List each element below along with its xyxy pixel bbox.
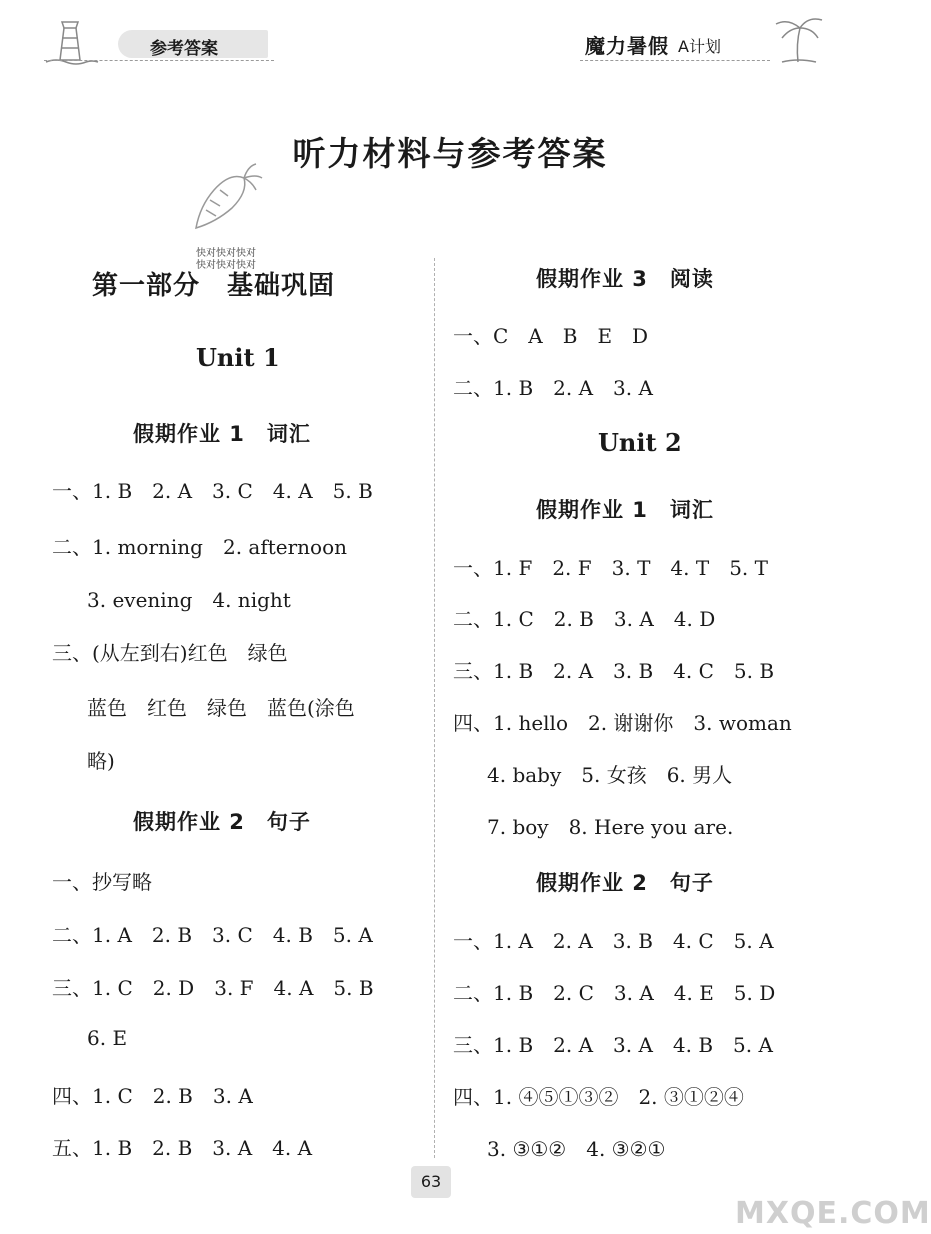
header-divider-left [44, 60, 274, 61]
answer-line: 五、1. B 2. B 3. A 4. A [52, 1136, 313, 1160]
part-heading: 第一部分 基础巩固 [92, 271, 336, 301]
carrot-icon [186, 160, 266, 240]
answer-line: 7. boy 8. Here you are. [487, 815, 734, 839]
hw2-heading: 假期作业 2 句子 [536, 871, 714, 895]
unit-heading-1: Unit 1 [196, 343, 280, 372]
answer-line: 二、1. A 2. B 3. C 4. B 5. A [52, 923, 373, 947]
answer-line: 4. baby 5. 女孩 6. 男人 [487, 763, 733, 787]
answer-line: 四、1. ④⑤①③② 2. ③①②④ [453, 1085, 744, 1109]
hw1-heading: 假期作业 1 词汇 [133, 422, 311, 446]
badge-text-line-1: 快对快对快对 [196, 248, 256, 259]
header-section-label: 参考答案 [150, 39, 218, 59]
answer-line: 二、1. morning 2. afternoon [52, 535, 348, 559]
answer-line: 二、1. B 2. A 3. A [453, 376, 653, 400]
answer-line: 四、1. C 2. B 3. A [52, 1084, 253, 1108]
lighthouse-icon [40, 14, 100, 66]
hw2-heading: 假期作业 2 句子 [133, 810, 311, 834]
hw1-heading: 假期作业 1 词汇 [536, 498, 714, 522]
badge-text-line-2: 快对快对快对 [196, 260, 256, 271]
answer-line: 一、1. A 2. A 3. B 4. C 5. A [453, 929, 774, 953]
palm-tree-icon [768, 10, 828, 66]
brand-subtitle: A计划 [678, 37, 721, 56]
answer-line: 略) [87, 749, 115, 773]
answer-line: 6. E [87, 1026, 128, 1050]
answer-line: 三、1. C 2. D 3. F 4. A 5. B [52, 976, 374, 1000]
answer-line: 3. ③①② 4. ③②① [487, 1137, 666, 1161]
answer-line: 四、1. hello 2. 谢谢你 3. woman [453, 711, 792, 735]
hw3-heading: 假期作业 3 阅读 [536, 267, 714, 291]
column-divider [434, 258, 435, 1158]
answer-line: 一、C A B E D [453, 324, 649, 348]
page-number: 63 [411, 1166, 451, 1198]
answer-line: 三、1. B 2. A 3. A 4. B 5. A [453, 1033, 773, 1057]
answer-line: 蓝色 红色 绿色 蓝色(涂色 [87, 696, 355, 720]
header-divider-right [580, 60, 770, 61]
unit-heading-2: Unit 2 [598, 428, 682, 457]
answer-line: 一、1. F 2. F 3. T 4. T 5. T [453, 556, 768, 580]
answer-line: 三、(从左到右)红色 绿色 [52, 641, 288, 665]
watermark: MXQE.COM [735, 1196, 931, 1231]
answer-line: 二、1. B 2. C 3. A 4. E 5. D [453, 981, 776, 1005]
answer-line: 三、1. B 2. A 3. B 4. C 5. B [453, 659, 775, 683]
brand-title: 魔力暑假 [585, 34, 669, 58]
answer-line: 二、1. C 2. B 3. A 4. D [453, 607, 716, 631]
page-title: 听力材料与参考答案 [292, 134, 608, 173]
answer-line: 3. evening 4. night [87, 588, 291, 612]
answer-line: 一、抄写略 [52, 870, 152, 894]
answer-line: 一、1. B 2. A 3. C 4. A 5. B [52, 479, 373, 503]
